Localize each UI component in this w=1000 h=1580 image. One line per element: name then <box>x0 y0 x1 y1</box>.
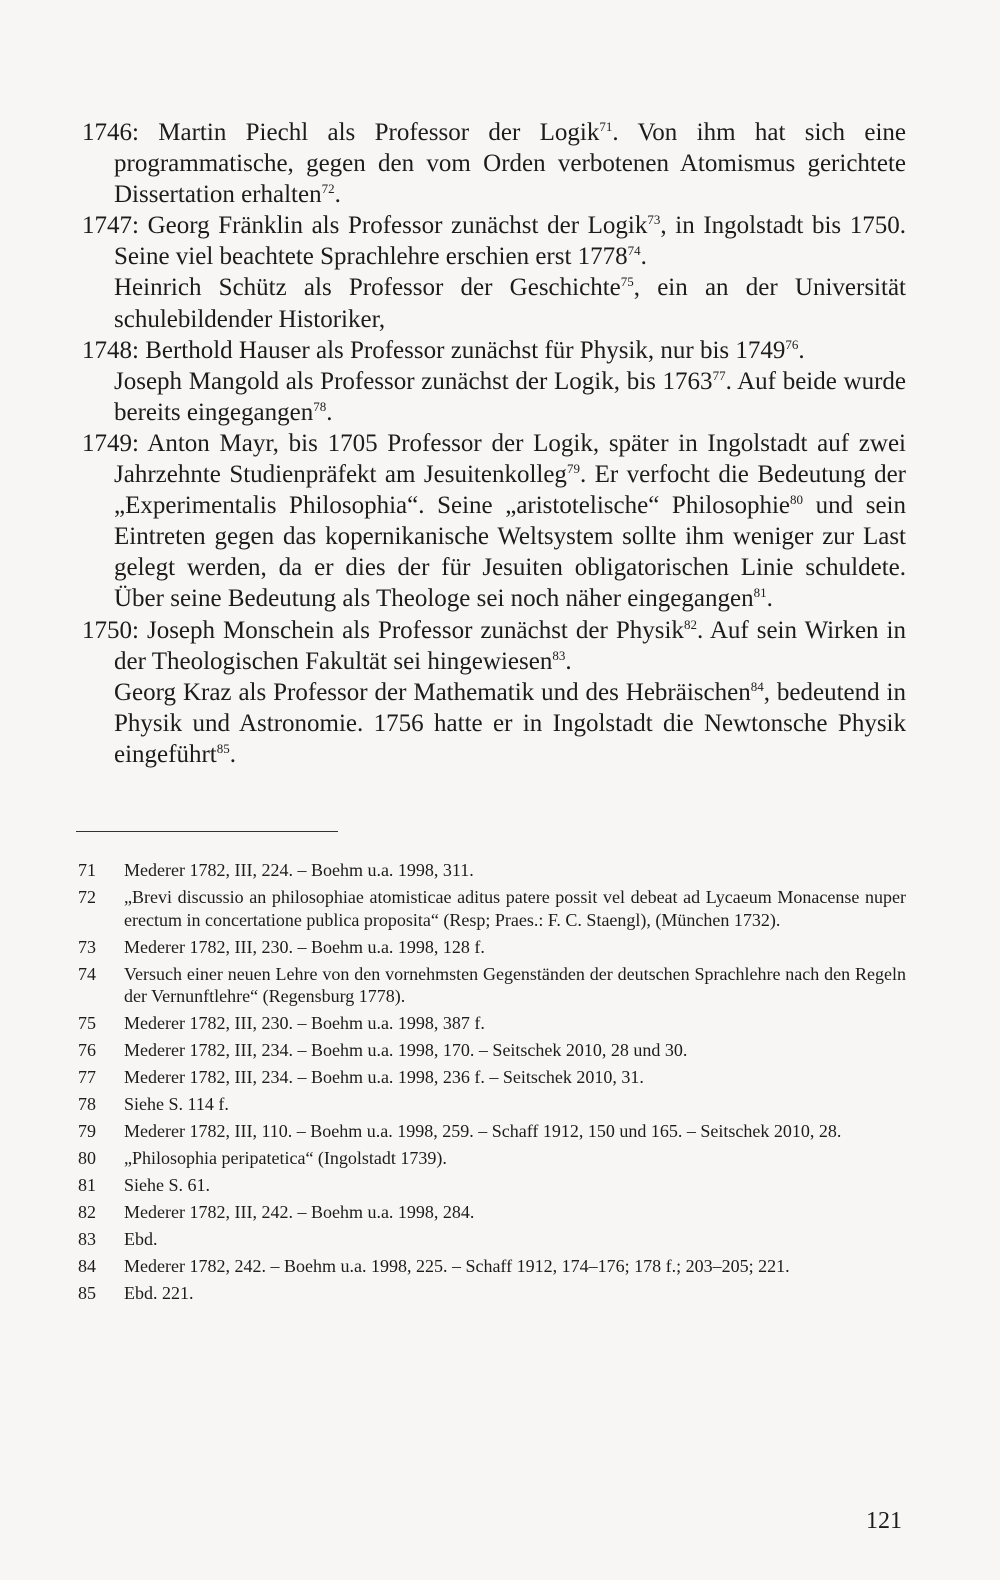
footnote-number: 75 <box>78 1013 96 1034</box>
footnote <box>78 963 906 1008</box>
text-run: . Auf sein Wirken in der Theologischen Fakultät sei hingewiesen <box>114 616 907 675</box>
text-run: . <box>798 336 805 364</box>
footnote <box>78 859 906 882</box>
text-run: . Von ihm hat sich eine programmatische, gegen den vom Orden verbotenen Atomismus gerichtete Dissertation erhalten <box>114 119 906 209</box>
footnote-text: Ebd. <box>124 1229 158 1249</box>
footnote-ref[interactable]: 79 <box>566 461 580 477</box>
footnote-number: 72 <box>78 886 96 907</box>
footnote-number: 81 <box>78 1175 96 1196</box>
footnote-text: „Philosophia peripatetica“ (Ingolstadt 1739). <box>124 1148 447 1169</box>
footnote-number: 85 <box>78 1282 96 1303</box>
footnote-text: Ebd. 221. <box>124 1282 194 1303</box>
footnote-text: Mederer 1782, III, 230. – Boehm u.a. 1998, 128 f. <box>124 936 485 957</box>
footnote-number: 83 <box>78 1229 96 1249</box>
footnote-number: 79 <box>78 1121 96 1142</box>
text-run: 1748: Berthold Hauser als Professor zunächst für Physik, nur bis 1749 <box>82 336 786 364</box>
footnote <box>78 1120 906 1143</box>
footnote-number: 71 <box>78 860 96 880</box>
text-run: . <box>766 585 773 613</box>
footnote-text: Mederer 1782, 242. – Boehm u.a. 1998, 225. – Schaff 1912, 174–176; 178 f.; 203–205; 221. <box>124 1255 790 1276</box>
footnote <box>78 1012 906 1035</box>
footnote-text: Siehe S. 61. <box>124 1175 211 1196</box>
text-run: . Er verfocht die Bedeutung der „Experimentalis Philosophia“. Seine „aristotelische“ Philosophie <box>114 461 906 520</box>
text-run: , bedeutend in Physik und Astronomie. 1756 hatte er in Ingolstadt die Newtonsche Physik eingeführt <box>114 678 906 768</box>
footnote-text: Mederer 1782, III, 230. – Boehm u.a. 1998, 387 f. <box>124 1013 485 1034</box>
footnote <box>78 1174 906 1197</box>
footnote-number: 73 <box>78 936 96 957</box>
text-run: . Auf beide wurde bereits eingegangen <box>114 367 906 426</box>
footnote-ref[interactable]: 83 <box>552 647 566 663</box>
footnote-number: 78 <box>78 1094 96 1115</box>
text-run: 1749: Anton Mayr, bis 1705 Professor der Logik, später in Ingolstadt auf zwei Jahrzehnte Studienpräfekt am Jesuitenkolleg <box>82 429 906 489</box>
text-paragraph <box>82 335 906 366</box>
footnote-ref[interactable]: 85 <box>216 740 230 756</box>
text-run: , in Ingolstadt bis 1750. Seine viel beachtete Sprachlehre erschien erst 1778 <box>114 212 907 271</box>
footnote <box>78 1066 906 1089</box>
footnote <box>78 1282 906 1305</box>
footnote-ref[interactable]: 78 <box>313 398 327 414</box>
footnote-text: Siehe S. 114 f. <box>124 1094 229 1115</box>
text-run: . <box>326 398 333 426</box>
footnote <box>78 1255 906 1278</box>
footnote-divider <box>76 831 338 832</box>
text-run: . <box>640 243 647 271</box>
footnote-ref[interactable]: 81 <box>753 585 767 601</box>
text-paragraph <box>82 677 906 770</box>
footnote-number: 84 <box>78 1255 96 1276</box>
main-text <box>82 117 906 770</box>
text-paragraph <box>82 272 906 334</box>
footnote <box>78 936 906 959</box>
footnote <box>78 886 906 931</box>
page-number: 121 <box>866 1508 902 1534</box>
text-run: . <box>565 647 572 675</box>
footnote-number: 77 <box>78 1067 96 1088</box>
text-run: und sein Eintreten gegen das kopernikanische Weltsystem sollte ihm weniger zur Last gelegt werden, da er dies der für Jesuiten obligatorischen Linie schuldete. Über seine Bedeutung als Theologe sei noch näher eingegangen <box>114 492 906 613</box>
text-run: 1746: Martin Piechl als Professor der Logik <box>82 119 600 146</box>
footnote-ref[interactable]: 80 <box>790 492 803 508</box>
footnote <box>78 1147 906 1170</box>
footnote-number: 82 <box>78 1202 96 1223</box>
footnote-number: 74 <box>78 963 96 984</box>
footnote-text: Mederer 1782, III, 242. – Boehm u.a. 1998, 284. <box>124 1202 475 1223</box>
footnote <box>78 1201 906 1224</box>
text-paragraph <box>82 117 906 210</box>
footnote-ref[interactable]: 76 <box>785 336 799 352</box>
text-paragraph <box>82 615 906 677</box>
footnote-ref[interactable]: 84 <box>750 678 764 694</box>
text-paragraph <box>82 210 906 272</box>
text-run: 1747: Georg Fränklin als Professor zunächst der Logik <box>82 212 648 240</box>
footnote <box>78 1228 906 1251</box>
text-run: , ein an der Universität schulebildender Historiker, <box>114 274 906 333</box>
footnote-number: 80 <box>78 1148 96 1169</box>
text-run: . <box>334 181 341 209</box>
text-run: Joseph Mangold als Professor zunächst der Logik, bis 1763 <box>114 367 713 395</box>
text-paragraph <box>82 428 906 615</box>
footnotes <box>78 859 906 1309</box>
text-paragraph <box>82 366 906 428</box>
footnote-ref[interactable]: 73 <box>647 212 661 228</box>
text-run: Georg Kraz als Professor der Mathematik und des Hebräischen <box>114 678 751 706</box>
footnote-text: Mederer 1782, III, 234. – Boehm u.a. 1998, 170. – Seitschek 2010, 28 und 30. <box>124 1040 688 1061</box>
footnote-ref[interactable]: 72 <box>321 181 335 197</box>
text-run: Heinrich Schütz als Professor der Geschichte <box>114 274 621 302</box>
footnote-text: Mederer 1782, III, 110. – Boehm u.a. 1998, 259. – Schaff 1912, 150 und 165. – Seitschek 2010, 28. <box>124 1121 842 1142</box>
text-run: . <box>229 740 236 768</box>
text-run: 1750: Joseph Monschein als Professor zunächst der Physik <box>82 616 684 644</box>
footnote-ref[interactable]: 75 <box>620 274 634 290</box>
footnote-ref[interactable]: 82 <box>683 616 697 632</box>
footnote-text: Versuch einer neuen Lehre von den vornehmsten Gegenständen der deutschen Sprachlehre nach den Regeln der Vernunftlehre“ (Regensburg 1778). <box>124 963 906 1007</box>
footnote-text: „Brevi discussio an philosophiae atomisticae aditus patere possit vel debeat ad Lycaeum Monacense nuper erectum in concertatione publica proposita“ (Resp; Praes.: F. C. Staengl), (München 1732). <box>124 886 906 930</box>
footnote-text: Mederer 1782, III, 234. – Boehm u.a. 1998, 236 f. – Seitschek 2010, 31. <box>124 1067 644 1088</box>
footnote <box>78 1093 906 1116</box>
footnote-text: Mederer 1782, III, 224. – Boehm u.a. 1998, 311. <box>124 860 474 880</box>
footnote-ref[interactable]: 74 <box>627 243 641 259</box>
footnote <box>78 1039 906 1062</box>
footnote-ref[interactable]: 71 <box>599 119 613 134</box>
footnote-number: 76 <box>78 1040 96 1061</box>
footnote-ref[interactable]: 77 <box>712 367 726 383</box>
